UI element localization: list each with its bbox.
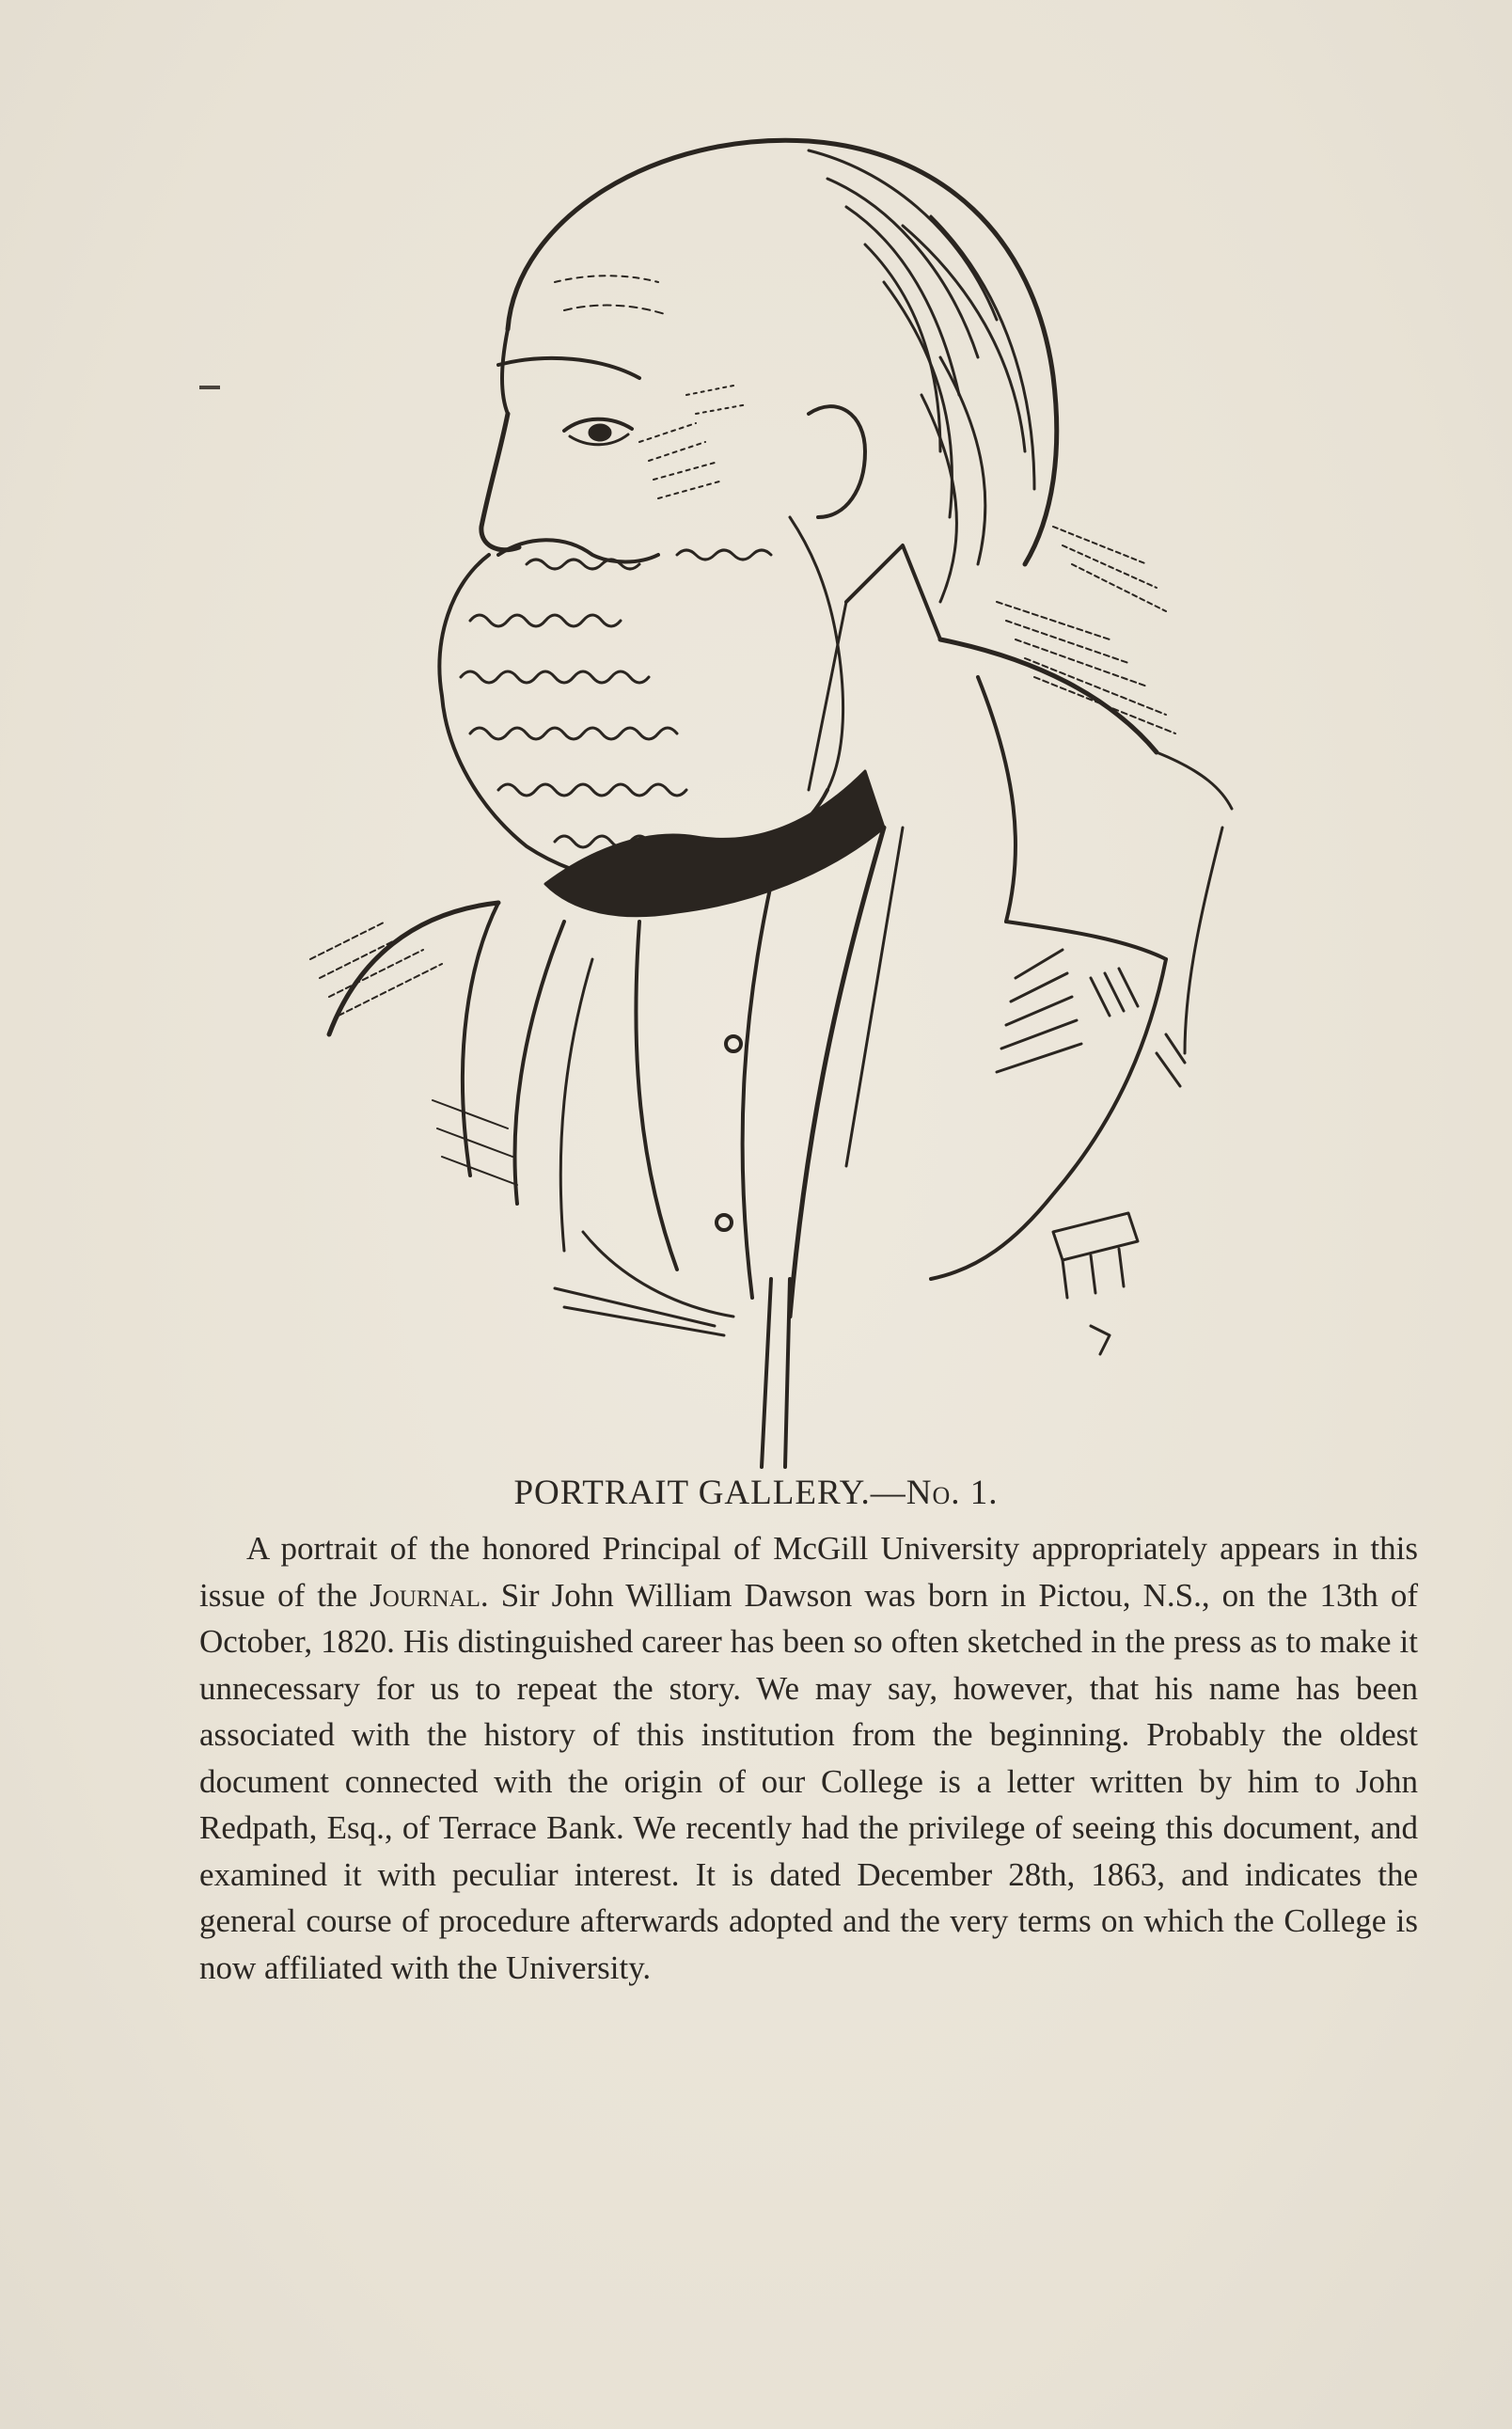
portrait-caption — [0, 1473, 1512, 1513]
portrait-illustration — [282, 113, 1335, 1486]
article-text-start: A portrait of the honored Principal of McGill University appropriately appears in this issue of the — [199, 1530, 1418, 1614]
article-text — [199, 1525, 1418, 1991]
caption-number: No. 1. — [906, 1474, 999, 1512]
caption-title: PORTRAIT GALLERY.— — [513, 1474, 906, 1512]
engraved-portrait-icon — [282, 113, 1335, 1486]
article-text-rest: . Sir John William Dawson was born in Pictou, N.S., on the 13th of October, 1820. His distinguished career has been so often sketched in the press as to make it unnecessary for us to repeat the story. We may say, however, that his name has been associated with the history of this institution from the beginning. Probably the oldest document connected with the origin of our College is a letter written by him to John Redpath, Esq., of Terrace Bank. We recently had the privilege of seeing this document, and examined it with peculiar interest. It is dated December 28th, 1863, and indicates the general course of procedure afterwards adopted and the very terms on which the College is now affiliated with the University. — [199, 1576, 1419, 1986]
journal-word: Journal — [370, 1576, 480, 1614]
margin-mark — [199, 386, 220, 389]
article-paragraph — [199, 1525, 1418, 1991]
